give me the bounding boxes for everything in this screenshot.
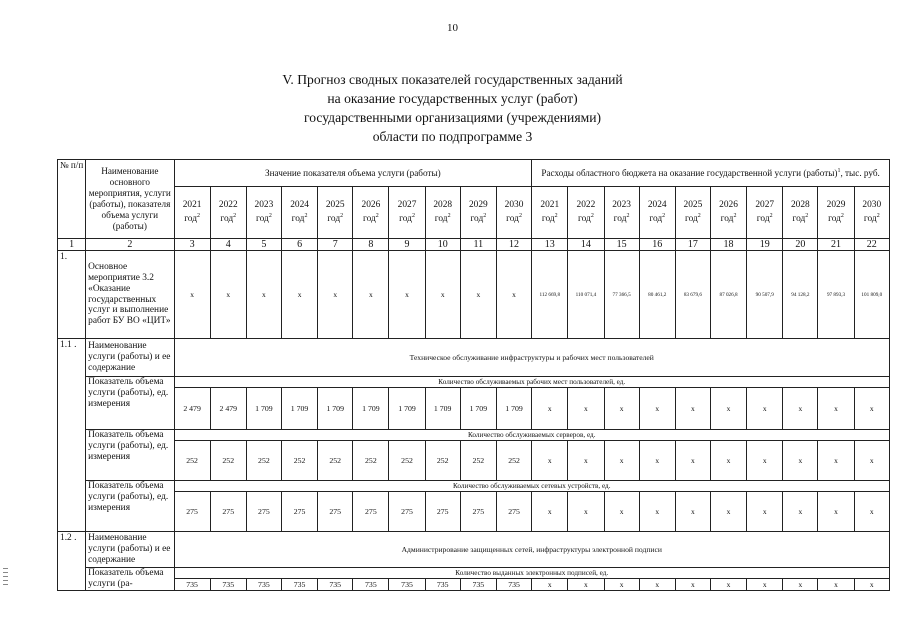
expenses-value-2027: 90 507,9 <box>747 251 783 339</box>
row-no: 1.2 . <box>58 532 86 591</box>
expenses-value-2024: x <box>639 579 675 591</box>
expenses-value-2022: x <box>568 579 604 591</box>
expenses-year-2027: 2027 год$^2$ <box>747 187 783 239</box>
indicator-caption-row <box>58 377 890 388</box>
expenses-value-2029: x <box>818 579 854 591</box>
volume-value-2024: 275 <box>281 492 317 532</box>
indicator-name: Показатель объема услуги (работы), ед. измерения <box>86 377 174 430</box>
volume-value-2029: x <box>460 251 496 339</box>
row-name: Основное мероприятие 3.2 «Оказание государственных услуг и выполнение работ БУ ВО «ЦИТ» <box>86 251 174 339</box>
volume-value-2023: 275 <box>246 492 281 532</box>
volume-value-2027: 1 709 <box>389 388 425 430</box>
volume-value-2021: 252 <box>174 441 210 481</box>
indicator-caption: Количество обслуживаемых сетевых устройств, ед. <box>174 481 889 492</box>
expenses-value-2030: x <box>854 492 889 532</box>
expenses-value-2030: x <box>854 441 889 481</box>
volume-value-2030: 1 709 <box>496 388 531 430</box>
indicator-caption: Количество обслуживаемых рабочих мест пользователей, ед. <box>174 377 889 388</box>
expenses-value-2026: 87 026,8 <box>710 251 746 339</box>
expenses-value-2029: 97 893,3 <box>818 251 854 339</box>
expenses-value-2028: x <box>783 579 818 591</box>
volume-value-2028: 275 <box>425 492 460 532</box>
column-index-10: 10 <box>425 239 460 251</box>
volume-value-2024: 1 709 <box>281 388 317 430</box>
expenses-year-2026: 2026 год$^2$ <box>710 187 746 239</box>
volume-year-2021: 2021 год$^2$ <box>174 187 210 239</box>
volume-value-2028: x <box>425 251 460 339</box>
column-index-1: 1 <box>58 239 86 251</box>
volume-value-2027: 275 <box>389 492 425 532</box>
row-no: 1.1 . <box>58 339 86 532</box>
expenses-value-2029: x <box>818 492 854 532</box>
volume-year-2029: 2029 год$^2$ <box>460 187 496 239</box>
column-index-12: 12 <box>496 239 531 251</box>
volume-value-2022: x <box>210 251 246 339</box>
expenses-value-2021: 112 669,8 <box>532 251 568 339</box>
expenses-value-2023: x <box>604 579 639 591</box>
indicator-caption-row <box>58 430 890 441</box>
volume-value-2029: 1 709 <box>460 388 496 430</box>
expenses-value-2021: x <box>532 388 568 430</box>
expenses-value-2022: x <box>568 492 604 532</box>
volume-value-2029: 275 <box>460 492 496 532</box>
volume-value-2025: 735 <box>318 579 353 591</box>
volume-value-2029: 735 <box>460 579 496 591</box>
expenses-value-2027: x <box>747 579 783 591</box>
expenses-value-2025: x <box>675 579 710 591</box>
volume-value-2028: 252 <box>425 441 460 481</box>
volume-value-2021: x <box>174 251 210 339</box>
service-description: Техническое обслуживание инфраструктуры и рабочих мест пользователей <box>174 339 889 377</box>
column-index-20: 20 <box>783 239 818 251</box>
column-index-19: 19 <box>747 239 783 251</box>
expenses-value-2026: x <box>710 579 746 591</box>
expenses-value-2025: x <box>675 441 710 481</box>
expenses-year-2030: 2030 год$^2$ <box>854 187 889 239</box>
volume-value-2027: 735 <box>389 579 425 591</box>
volume-value-2025: 1 709 <box>318 388 353 430</box>
year-header-row <box>58 187 890 239</box>
title-line-1: V. Прогноз сводных показателей государственных заданий <box>282 72 623 87</box>
volume-value-2022: 275 <box>210 492 246 532</box>
volume-value-2024: 252 <box>281 441 317 481</box>
row-name: Наименование услуги (работы) и ее содержание <box>86 339 174 377</box>
column-index-21: 21 <box>818 239 854 251</box>
volume-year-2026: 2026 год$^2$ <box>353 187 389 239</box>
volume-value-2027: 252 <box>389 441 425 481</box>
table-row <box>58 251 890 339</box>
column-index-16: 16 <box>639 239 675 251</box>
volume-value-2026: 275 <box>353 492 389 532</box>
table-row <box>58 339 890 377</box>
volume-year-2022: 2022 год$^2$ <box>210 187 246 239</box>
row-no: 1. <box>58 251 86 339</box>
expenses-value-2028: x <box>783 441 818 481</box>
table-row <box>58 388 890 430</box>
expenses-value-2028: x <box>783 388 818 430</box>
table-row <box>58 492 890 532</box>
expenses-value-2028: 94 128,2 <box>783 251 818 339</box>
expenses-value-2023: 77 366,5 <box>604 251 639 339</box>
expenses-value-2025: 83 679,6 <box>675 251 710 339</box>
expenses-value-2022: x <box>568 441 604 481</box>
volume-value-2025: 275 <box>318 492 353 532</box>
indicator-caption-row <box>58 568 890 579</box>
column-index-11: 11 <box>460 239 496 251</box>
expenses-year-2024: 2024 год$^2$ <box>639 187 675 239</box>
service-description: Администрирование защищенных сетей, инфраструктуры электронной подписи <box>174 532 889 568</box>
expenses-value-2026: x <box>710 492 746 532</box>
volume-value-2021: 735 <box>174 579 210 591</box>
volume-value-2021: 275 <box>174 492 210 532</box>
expenses-year-2023: 2023 год$^2$ <box>604 187 639 239</box>
volume-value-2028: 1 709 <box>425 388 460 430</box>
table-row <box>58 441 890 481</box>
volume-value-2030: 252 <box>496 441 531 481</box>
forecast-table <box>57 159 890 591</box>
header-expenses-group: Расходы областного бюджета на оказание государственной услуги (работы)$^1$, тыс. руб. <box>532 160 890 187</box>
index-row <box>58 239 890 251</box>
expenses-value-2028: x <box>783 492 818 532</box>
expenses-year-2028: 2028 год$^2$ <box>783 187 818 239</box>
volume-value-2023: 1 709 <box>246 388 281 430</box>
column-index-5: 5 <box>246 239 281 251</box>
column-index-6: 6 <box>281 239 317 251</box>
volume-value-2023: 252 <box>246 441 281 481</box>
volume-year-2025: 2025 год$^2$ <box>318 187 353 239</box>
volume-value-2026: 735 <box>353 579 389 591</box>
expenses-value-2025: x <box>675 492 710 532</box>
volume-value-2026: 252 <box>353 441 389 481</box>
volume-year-2028: 2028 год$^2$ <box>425 187 460 239</box>
indicator-name: Показатель объема услуги (работы), ед. измерения <box>86 481 174 532</box>
expenses-value-2023: x <box>604 388 639 430</box>
column-index-2: 2 <box>86 239 174 251</box>
indicator-caption-row <box>58 481 890 492</box>
expenses-value-2021: x <box>532 441 568 481</box>
expenses-value-2023: x <box>604 492 639 532</box>
expenses-year-2021: 2021 год$^2$ <box>532 187 568 239</box>
expenses-value-2024: x <box>639 441 675 481</box>
expenses-value-2030: x <box>854 579 889 591</box>
table-row <box>58 579 890 591</box>
volume-value-2024: x <box>281 251 317 339</box>
indicator-caption: Количество обслуживаемых серверов, ед. <box>174 430 889 441</box>
volume-value-2030: x <box>496 251 531 339</box>
expenses-value-2024: 80 461,2 <box>639 251 675 339</box>
volume-value-2023: 735 <box>246 579 281 591</box>
row-name: Наименование услуги (работы) и ее содержание <box>86 532 174 568</box>
title-line-4: области по подпрограмме 3 <box>372 129 533 144</box>
volume-value-2022: 2 479 <box>210 388 246 430</box>
indicator-name: Показатель объема услуги (работы), ед. измерения <box>86 430 174 481</box>
expenses-value-2022: x <box>568 388 604 430</box>
expenses-year-2025: 2025 год$^2$ <box>675 187 710 239</box>
column-index-8: 8 <box>353 239 389 251</box>
expenses-value-2026: x <box>710 388 746 430</box>
column-index-18: 18 <box>710 239 746 251</box>
expenses-value-2023: x <box>604 441 639 481</box>
volume-year-2030: 2030 год$^2$ <box>496 187 531 239</box>
expenses-value-2024: x <box>639 388 675 430</box>
volume-value-2027: x <box>389 251 425 339</box>
expenses-value-2027: x <box>747 492 783 532</box>
header-no: № п/п <box>58 160 86 239</box>
section-title <box>0 70 905 146</box>
volume-value-2029: 252 <box>460 441 496 481</box>
volume-value-2030: 735 <box>496 579 531 591</box>
volume-value-2025: 252 <box>318 441 353 481</box>
expenses-value-2022: 110 071,4 <box>568 251 604 339</box>
volume-year-2024: 2024 год$^2$ <box>281 187 317 239</box>
column-index-14: 14 <box>568 239 604 251</box>
expenses-value-2027: x <box>747 441 783 481</box>
expenses-value-2027: x <box>747 388 783 430</box>
header-volume-group: Значение показателя объема услуги (работы) <box>174 160 532 187</box>
volume-value-2024: 735 <box>281 579 317 591</box>
page-number: 10 <box>447 22 458 34</box>
volume-value-2030: 275 <box>496 492 531 532</box>
expenses-value-2029: x <box>818 441 854 481</box>
expenses-value-2026: x <box>710 441 746 481</box>
column-index-7: 7 <box>318 239 353 251</box>
title-line-2: на оказание государственных услуг (работ) <box>327 91 578 106</box>
volume-value-2026: 1 709 <box>353 388 389 430</box>
volume-year-2023: 2023 год$^2$ <box>246 187 281 239</box>
column-index-9: 9 <box>389 239 425 251</box>
volume-value-2025: x <box>318 251 353 339</box>
expenses-value-2025: x <box>675 388 710 430</box>
column-index-17: 17 <box>675 239 710 251</box>
column-index-4: 4 <box>210 239 246 251</box>
expenses-value-2024: x <box>639 492 675 532</box>
expenses-value-2030: x <box>854 388 889 430</box>
expenses-value-2021: x <box>532 492 568 532</box>
expenses-value-2029: x <box>818 388 854 430</box>
volume-value-2028: 735 <box>425 579 460 591</box>
volume-value-2021: 2 479 <box>174 388 210 430</box>
table-row <box>58 532 890 568</box>
scan-edge-marks <box>3 568 9 588</box>
volume-value-2023: x <box>246 251 281 339</box>
column-index-13: 13 <box>532 239 568 251</box>
column-index-22: 22 <box>854 239 889 251</box>
title-line-3: государственными организациями (учреждениями) <box>304 110 601 125</box>
volume-value-2022: 735 <box>210 579 246 591</box>
expenses-value-2030: 101 809,0 <box>854 251 889 339</box>
volume-year-2027: 2027 год$^2$ <box>389 187 425 239</box>
indicator-caption: Количество выданных электронных подписей, ед. <box>174 568 889 579</box>
expenses-year-2022: 2022 год$^2$ <box>568 187 604 239</box>
column-index-15: 15 <box>604 239 639 251</box>
volume-value-2026: x <box>353 251 389 339</box>
expenses-year-2029: 2029 год$^2$ <box>818 187 854 239</box>
volume-value-2022: 252 <box>210 441 246 481</box>
expenses-value-2021: x <box>532 579 568 591</box>
column-index-3: 3 <box>174 239 210 251</box>
indicator-name: Показатель объема услуги (ра- <box>86 568 174 591</box>
header-name: Наименование основного мероприятия, услуги (работы), показателя объема услуги (работы) <box>86 160 174 239</box>
